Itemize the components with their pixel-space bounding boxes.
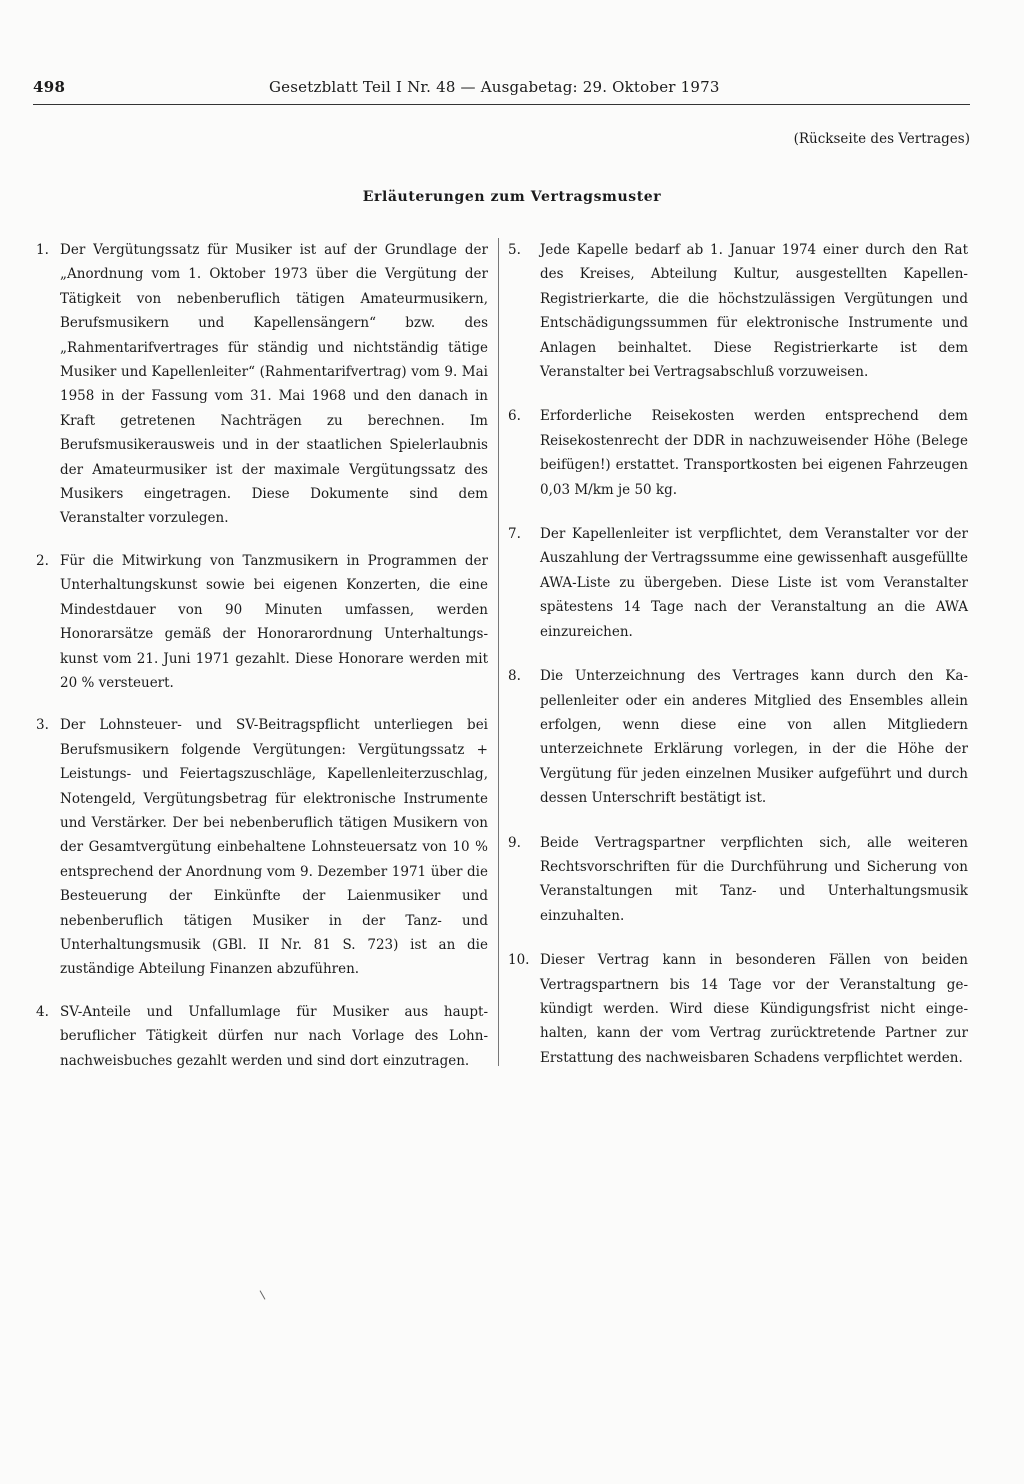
column-divider xyxy=(498,238,499,1066)
running-header xyxy=(33,78,970,105)
item-number: 2. xyxy=(36,552,49,569)
item-number: 3. xyxy=(36,717,49,734)
back-side-note: (Rückseite des Vertrages) xyxy=(793,131,970,147)
list-item xyxy=(36,238,488,531)
item-number: 6. xyxy=(508,408,521,425)
item-number: 7. xyxy=(508,526,521,543)
item-text: Der Kapellenleiter ist verpflichtet, dem Veranstalter vor der Auszahlung der Vertragssumme eine gewissenhaft ausgefüllte AWA-Liste zu übergeben. Diese Liste ist vom Veranstalter spätestens 14 Tage nach der Veranstaltung an die AWA einzureichen. xyxy=(540,526,968,640)
list-item xyxy=(508,522,968,644)
list-item xyxy=(508,238,968,384)
item-text: Für die Mitwirkung von Tanzmusikern in Programmen der Unterhaltungskunst sowie bei eigenen Konzerten, die eine Mindestdauer von 90 Minuten umfassen, werden Honorarsätze gemäß der Honorarordnung Unterhaltungskunst vom 21. Juni 1971 gezahlt. Diese Honorare werden mit 20 % versteuert. xyxy=(60,552,488,691)
list-item xyxy=(508,664,968,810)
section-heading: Erläuterungen zum Vertragsmuster xyxy=(362,189,662,205)
item-text: Dieser Vertrag kann in besonderen Fällen von beiden Vertragspartnern bis 14 Tage vor der Veranstaltung gekündigt werden. Wird diese Kündigungsfrist nicht eingehalten, kann der vom Vertrag zurücktretende Partner zur Erstattung des nachweisbaren Schadens verpflichtet werden. xyxy=(540,952,968,1066)
item-number: 4. xyxy=(36,1003,49,1020)
item-number: 5. xyxy=(508,242,521,258)
scan-speck xyxy=(260,1290,266,1299)
item-number: 1. xyxy=(36,242,49,258)
publication-title: Gesetzblatt Teil I Nr. 48 — Ausgabetag: 29. Oktober 1973 xyxy=(269,78,720,96)
list-item xyxy=(36,1000,488,1073)
item-text: Der Lohnsteuer- und SV-Beitragspflicht unterliegen bei Berufsmusikern folgende Vergütungen: Vergütungssatz + Leistungs- und Feiertagszuschläge, Kapellenleiterzuschlag, Notengeld, Vergütungsbetrag für elektronische Instrumente und Verstärker. Der bei nebenberuflich tätigen Musikern von der Gesamtvergütung einbehaltene Lohnsteuersatz von 10 % entsprechend der Anordnung vom 9. Dezember 1971 über die Besteuerung der Einkünfte der Laienmusiker und nebenberuflich tätigen Musiker in der Tanz- und Unterhaltungsmusik (GBl. II Nr. 81 S. 723) ist an die zuständige Abteilung Finanzen abzuführen. xyxy=(60,717,488,978)
list-item xyxy=(508,404,968,502)
item-text: Beide Vertragspartner verpflichten sich, alle weiteren Rechtsvorschriften für die Durchführung und Sicherung von Veranstaltungen mit Tanz- und Unterhaltungsmusik einzuhalten. xyxy=(540,834,968,924)
item-text: Erforderliche Reisekosten werden entsprechend dem Reisekostenrecht der DDR in nachzuweisender Höhe (Belege beifügen!) erstattet. Transportkosten bei eigenen Fahrzeugen 0,03 M/km je 50 kg. xyxy=(540,408,968,498)
item-text: Die Unterzeichnung des Vertrages kann durch den Kapellenleiter oder ein anderes Mitglied des Ensembles allein erfolgen, wenn diese eine von allen Mitgliedern unterzeichnete Erklärung vorlegen, in der die Höhe der Vergütung für jeden einzelnen Musiker aufgeführt und durch dessen Unterschrift bestätigt ist. xyxy=(540,668,968,807)
page-number: 498 xyxy=(33,78,66,96)
left-column xyxy=(36,238,488,1091)
list-item xyxy=(36,713,488,981)
item-number: 9. xyxy=(508,834,521,851)
list-item xyxy=(36,549,488,695)
item-text: Jede Kapelle bedarf ab 1. Januar 1974 einer durch den Rat des Kreises, Abteilung Kultur, ausgestellten Kapellen-Registrierkarte, die die höchstzulässigen Vergütungen und Entschädigungssummen für elektronische Instrumente und Anlagen beinhaltet. Diese Registrierkarte ist dem Veranstalter bei Vertragsabschluß vorzuweisen. xyxy=(540,242,968,381)
item-number: 8. xyxy=(508,668,521,685)
list-item xyxy=(508,948,968,1070)
list-item xyxy=(508,831,968,929)
item-text: SV-Anteile und Unfallumlage für Musiker aus hauptberuflicher Tätigkeit dürfen nur nach Vorlage des Lohnnachweisbuches gezahlt werden und sind dort einzutragen. xyxy=(60,1003,488,1069)
item-text: Der Vergütungssatz für Musiker ist auf der Grundlage der „Anordnung vom 1. Oktober 1973 über die Vergütung der Tätigkeit von nebenberuflich tätigen Amateurmusikern, Berufsmusikern und Kapellensängern“ bzw. des „Rahmentarifvertrages für ständig und nichtständig tätige Musiker und Kapellenleiter“ (Rahmentarifvertrag) vom 9. Mai 1958 in der Fassung vom 31. Mai 1968 und den danach in Kraft getretenen Nachträgen zu berechnen. Im Berufsmusikerausweis und in der staatlichen Spielerlaubnis der Amateurmusiker ist der maximale Vergütungssatz des Musikers eingetragen. Diese Dokumente sind dem Veranstalter vorzulegen. xyxy=(60,242,488,527)
right-column xyxy=(508,238,968,1090)
item-number: 10. xyxy=(508,952,530,969)
